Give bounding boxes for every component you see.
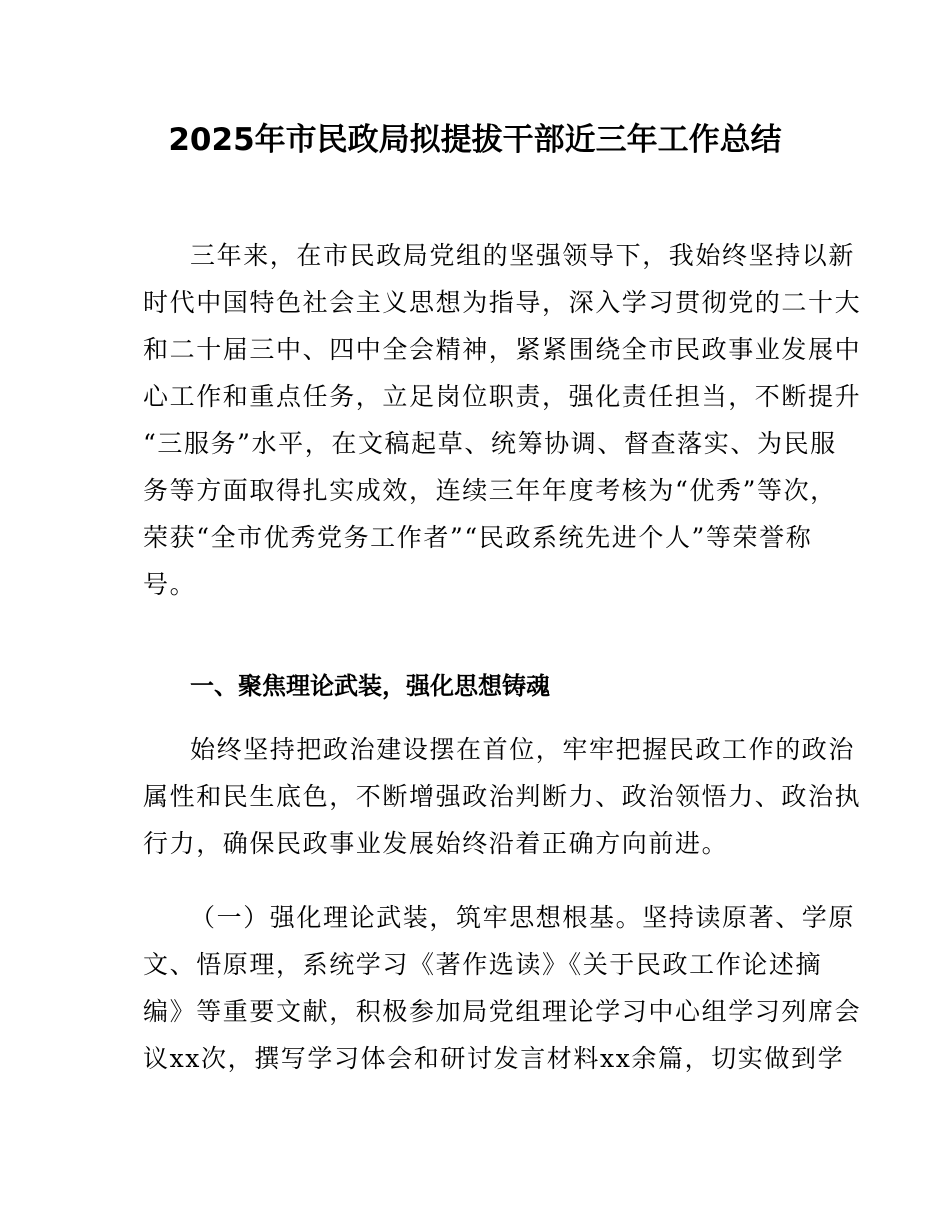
text-line: （一）强化理论武装，筑牢思想根基。坚持读原著、学原 [190,903,856,932]
text-line: 议xx次，撰写学习体会和研讨发言材料xx余篇，切实做到学 [143,1044,845,1073]
text-line: 始终坚持把政治建设摆在首位，牢牢把握民政工作的政治 [190,735,856,764]
document-title: 2025年市民政局拟提拔干部近三年工作总结 [168,122,782,158]
text-line: 三年来，在市民政局党组的坚强领导下，我始终坚持以新 [190,241,856,270]
text-line: 心工作和重点任务，立足岗位职责，强化责任担当，不断提升 [143,382,862,411]
text-line: 号。 [143,570,197,599]
text-line: 行力，确保民政事业发展始终沿着正确方向前进。 [143,829,729,858]
text-line: 编》等重要文献，积极参加局党组理论学习中心组学习列席会 [143,997,862,1026]
section-heading: 一、聚焦理论武装，强化思想铸魂 [190,672,550,700]
text-line: “三服务”水平，在文稿起草、统筹协调、督查落实、为民服 [143,429,837,458]
text-line: 荣获“全市优秀党务工作者”“民政系统先进个人”等荣誉称 [143,523,813,552]
text-line: 文、悟原理，系统学习《著作选读》《关于民政工作论述摘 [143,950,823,979]
text-line: 和二十届三中、四中全会精神，紧紧围绕全市民政事业发展中 [143,335,862,364]
text-line: 属性和民生底色，不断增强政治判断力、政治领悟力、政治执 [143,782,862,811]
text-line: 时代中国特色社会主义思想为指导，深入学习贯彻党的二十大 [143,288,862,317]
text-line: 务等方面取得扎实成效，连续三年年度考核为“优秀”等次， [143,476,837,505]
